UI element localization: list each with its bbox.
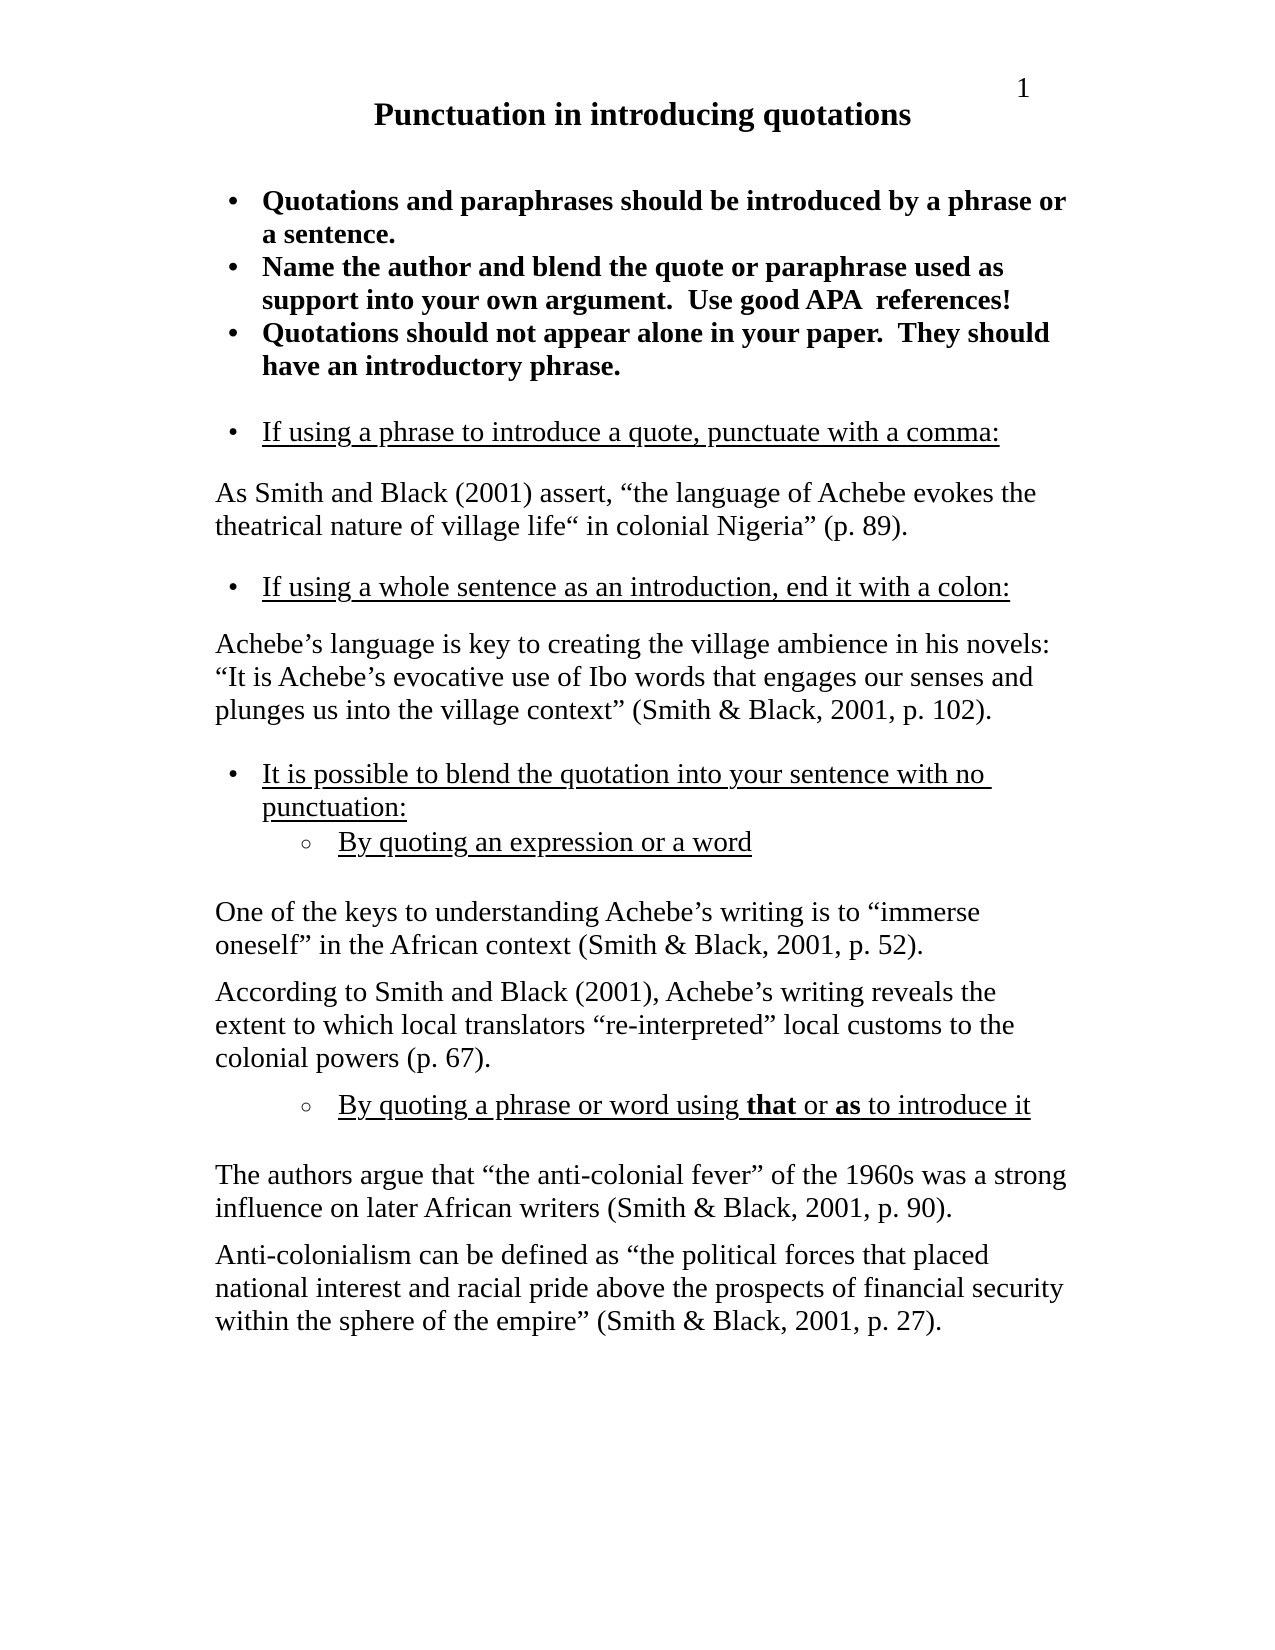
example-paragraph: Anti-colonialism can be defined as “the political forces that placed national interest and racial pride above the prospects of financial security within the sphere of the empire” (Smith & Black, 2001, p. 27). (215, 1239, 1071, 1337)
sub-bullet-bold-word: as (835, 1089, 861, 1121)
bullet-icon: • (228, 758, 239, 790)
example-paragraph: The authors argue that “the anti-colonial fever” of the 1960s was a strong influence on later African writers (Smith & Black, 2001, p. 90). (215, 1159, 1074, 1224)
sub-bullet-text: By quoting an expression or a word (338, 826, 752, 858)
sub-bullet-text-post: to introduce it (860, 1089, 1031, 1121)
sub-bullet-bold-word: that (746, 1089, 797, 1121)
sub-bullet-that-as (215, 1087, 1070, 1123)
sub-bullet-text-mid: or (796, 1089, 835, 1121)
section-heading-text: If using a whole sentence as an introduction, end it with a colon: (262, 571, 1011, 603)
section-heading-text: It is possible to blend the quotation into your sentence with no punctuation: (262, 758, 992, 823)
bullet-text: Name the author and blend the quote or paraphrase used as support into your own argument. Use good APA references! (262, 251, 1012, 316)
sub-bullet-text (338, 1089, 1031, 1121)
sub-bullet-expression (215, 824, 1070, 860)
page-title: Punctuation in introducing quotations (373, 97, 912, 133)
list-item (215, 317, 1070, 383)
section-heading-colon (215, 571, 1070, 604)
bullet-icon: • (228, 317, 239, 349)
circle-bullet-icon: ○ (300, 833, 313, 855)
bullet-icon: • (228, 416, 239, 448)
section-heading-blend (215, 758, 1070, 824)
bullet-icon: • (228, 185, 239, 217)
section-heading-comma (215, 416, 1070, 449)
bullet-icon: • (228, 251, 239, 283)
example-paragraph: According to Smith and Black (2001), Achebe’s writing reveals the extent to which local translators “re-interpreted” local customs to the colonial powers (p. 67). (215, 976, 1022, 1074)
page-number: 1 (1016, 72, 1031, 104)
bullet-text: Quotations and paraphrases should be introduced by a phrase or a sentence. (262, 185, 1074, 250)
bullet-text: Quotations should not appear alone in your paper. They should have an introductory phrase. (262, 317, 1058, 382)
sub-bullet-text-pre: By quoting a phrase or word using (338, 1089, 747, 1121)
list-item (215, 185, 1074, 251)
list-item (215, 251, 1070, 317)
circle-bullet-icon: ○ (300, 1096, 313, 1118)
section-heading-text: If using a phrase to introduce a quote, punctuate with a comma: (262, 416, 1000, 448)
example-paragraph: One of the keys to understanding Achebe’s writing is to “immerse oneself” in the African context (Smith & Black, 2001, p. 52). (215, 896, 988, 961)
document-content (215, 95, 1074, 1338)
example-paragraph: As Smith and Black (2001) assert, “the language of Achebe evokes the theatrical nature of village life“ in colonial Nigeria” (p. 89). (215, 477, 1044, 542)
example-paragraph: Achebe’s language is key to creating the village ambience in his novels: “It is Achebe’s evocative use of Ibo words that engages our senses and plunges us into the village context” (Smith & Black, 2001, p. 102). (215, 628, 1065, 726)
bullet-icon: • (228, 571, 239, 603)
intro-bullet-list (215, 185, 1074, 383)
